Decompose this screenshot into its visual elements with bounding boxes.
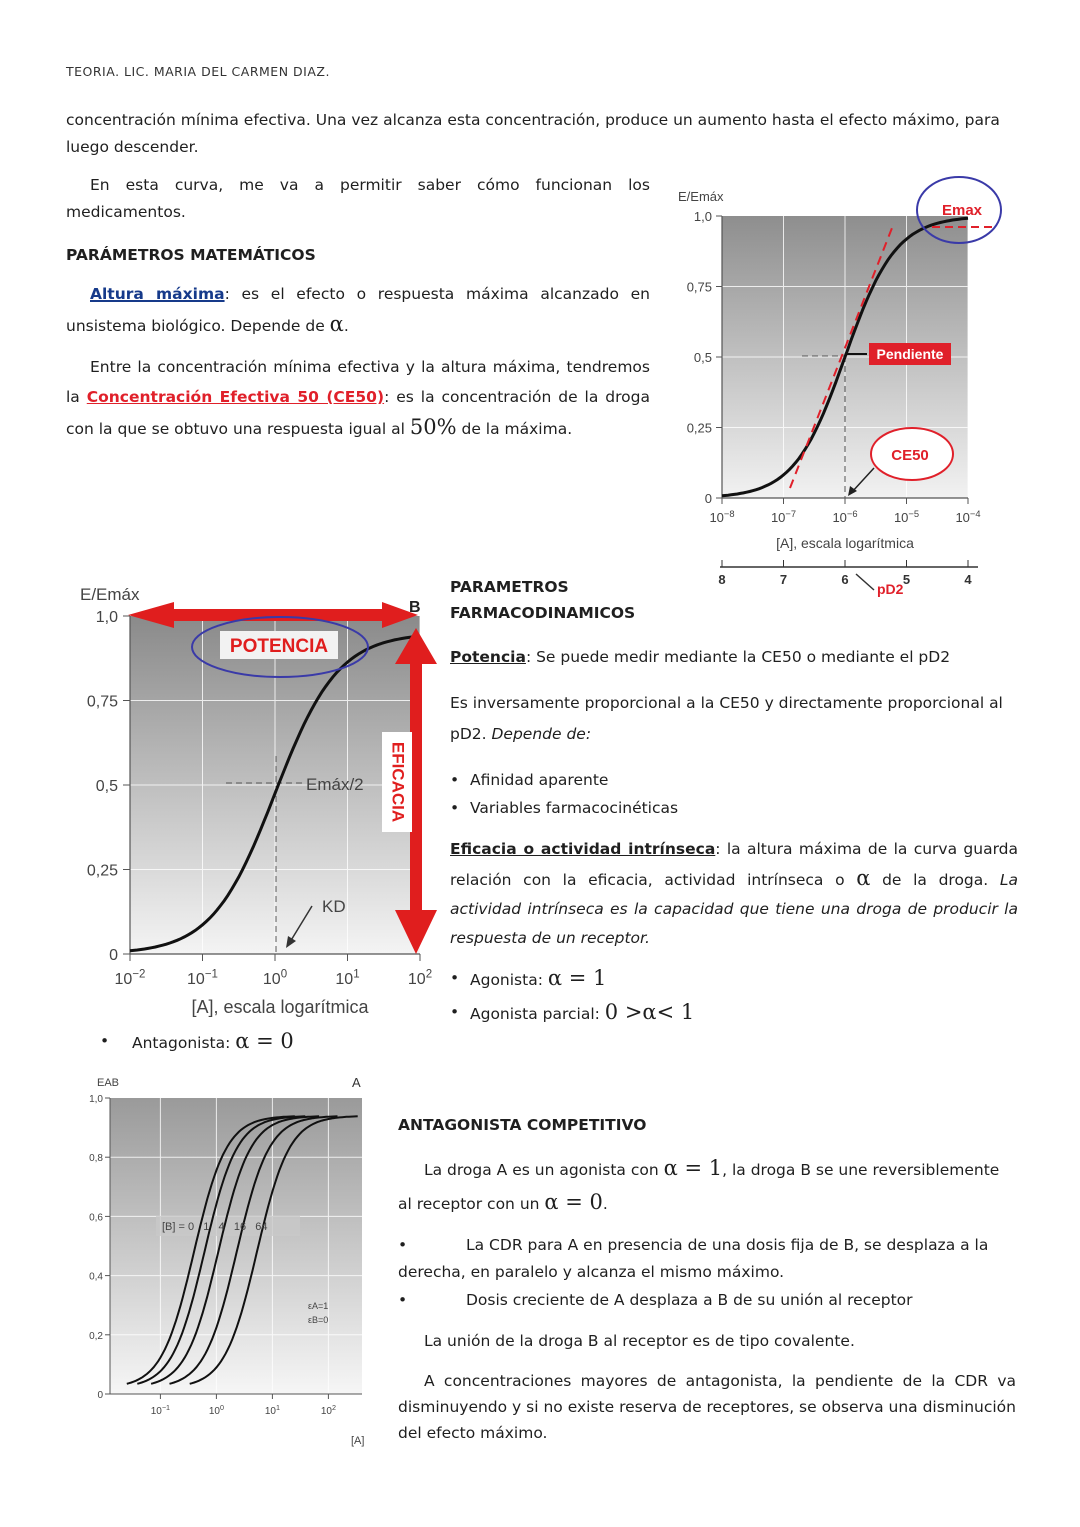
potencia-term: Potencia [450, 648, 526, 666]
altura-term: Altura máxima [90, 285, 225, 303]
x-tick-label: $10^0$ [262, 968, 288, 988]
inverse-paragraph [450, 688, 1020, 750]
alpha-symbol: α [856, 866, 871, 890]
alpha-symbol: α [329, 312, 344, 336]
depende-list [450, 766, 678, 822]
eficacia-paragraph [450, 835, 1018, 953]
potencia-paragraph [450, 642, 1020, 672]
page-header: TEORIA. LIC. MARIA DEL CARMEN DIAZ. [66, 64, 330, 79]
x-tick-label: $10^{-4}$ [955, 508, 981, 525]
y-tick-label: 0,5 [95, 778, 118, 795]
pd-heading [450, 574, 635, 626]
depende-text: Depende de: [491, 725, 592, 743]
antagonist-bullet-1: • La CDR para A en presencia de una dosis fija de B, se desplaza a la derecha, en paralelo y alcanza el mismo máximo. [398, 1236, 989, 1281]
y-tick-label: 0,4 [89, 1271, 103, 1283]
curve-paragraph: En esta curva, me va a permitir saber cómo funcionan los medicamentos. [66, 176, 650, 221]
y-tick-label: 0,75 [686, 279, 712, 295]
eficacia-italic: La actividad intrínseca es la capacidad que tiene una droga de producir la respuesta de un receptor. [450, 871, 1019, 947]
b-label: B [409, 599, 421, 616]
kd-label: KD [322, 897, 346, 916]
alpha-eq-0: α = 0 [544, 1190, 603, 1214]
x-tick-label: $10^2$ [320, 1403, 336, 1417]
list-item: • Agonista parcial: 0 >α< 1 [450, 996, 694, 1030]
math-params-heading: PARÁMETROS MATEMÁTICOS [66, 246, 316, 264]
series-label: [B] = 0 1 4 16 64 [162, 1221, 268, 1233]
ce50-paragraph [66, 352, 650, 444]
list-item: • Agonista: α = 1 [450, 962, 694, 996]
pendiente-label: Pendiente [876, 346, 944, 362]
y-tick-label: 1,0 [693, 209, 712, 224]
chart-ce50 [662, 170, 1042, 610]
x-axis-label: [A], escala logarítmica [776, 535, 914, 551]
antagonist-p1: La droga A es un agonista con α = 1, la droga B se une reversiblemente al receptor con un α = 0. [398, 1156, 1000, 1214]
list-item: • Variables farmacocinéticas [450, 794, 678, 822]
ce50-term: Concentración Efectiva 50 (CE50) [86, 388, 385, 406]
eficacia-term: Eficacia o actividad intrínseca [450, 840, 716, 858]
y-tick-label: 0,25 [686, 420, 712, 436]
intro-paragraph: concentración mínima efectiva. Una vez alcanza esta concentración, produce un aumento hasta el efecto máximo, para luego descender. [66, 111, 1000, 156]
x-tick-label: $10^1$ [335, 968, 360, 988]
eficacia-label: EFICACIA [388, 741, 408, 823]
list-item: • Antagonista: α = 0 [100, 1026, 294, 1058]
alpha-list [450, 962, 694, 1030]
antagonist-bullet-2: • Dosis creciente de A desplaza a B de su unión al receptor [398, 1291, 913, 1309]
x-tick-label: $10^{-2}$ [114, 968, 146, 988]
ce50-pre: Entre la concentración mínima efectiva y la altura máxima, tendremos la [66, 358, 650, 406]
chart-antagonist [66, 1068, 376, 1458]
antagonist-p3: A concentraciones mayores de antagonista, la pendiente de la CDR va disminuyendo y si no existe reserva de receptores, se observa una disminución del efecto máximo. [398, 1372, 1016, 1442]
plot-area [110, 1098, 362, 1394]
note-ea: εA=1 [308, 1301, 329, 1311]
y-tick-label: 0,8 [89, 1153, 103, 1165]
ce50-mid: : es la concentración de la droga con la que se obtuvo una respuesta igual al [66, 388, 650, 438]
x-tick-label: $10^{-8}$ [709, 508, 735, 525]
antagonist-heading: ANTAGONISTA COMPETITIVO [398, 1116, 647, 1134]
x-tick-label: $10^0$ [208, 1403, 224, 1417]
pd-heading-line2: FARMACODINAMICOS [450, 604, 636, 622]
pd2-tick-label: 6 [841, 572, 849, 587]
y-tick-label: 0,2 [89, 1330, 103, 1342]
y-tick-label: 0 [109, 947, 118, 964]
y-tick-label: 0,5 [693, 350, 712, 365]
x-tick-label: $10^{-1}$ [187, 968, 218, 988]
x-tick-label: $10^{-6}$ [832, 508, 858, 525]
pd2-tick-label: 8 [718, 572, 726, 587]
x-tick-label: $10^1$ [264, 1403, 280, 1417]
pd2-tick-label: 5 [902, 572, 911, 587]
list-item: • Afinidad aparente [450, 766, 678, 794]
antagonista-list [100, 1026, 294, 1058]
chart-potencia-eficacia [66, 576, 446, 1026]
pd2-label: pD2 [877, 581, 904, 597]
corner-label: A [352, 1075, 361, 1090]
inverse-text: Es inversamente proporcional a la CE50 y directamente proporcional al pD2. [450, 694, 1003, 743]
y-tick-label: 0,25 [86, 862, 118, 880]
y-tick-label: 0 [97, 1390, 103, 1401]
y-axis-label: E/Emáx [678, 189, 724, 204]
potencia-text: : Se puede medir mediante la CE50 o mediante el pD2 [525, 648, 951, 666]
emax-half-label: Emáx/2 [306, 775, 364, 794]
ce50-post: de la máxima. [456, 420, 573, 438]
y-axis-label: EAB [97, 1077, 120, 1089]
y-axis-label: E/Emáx [80, 585, 140, 604]
y-tick-label: 1,0 [95, 609, 118, 626]
y-tick-label: 0,6 [89, 1212, 103, 1224]
eficacia-text: : la altura máxima de la curva guarda relación con la eficacia, actividad intrínseca o [450, 840, 1019, 889]
emax-label: Emax [941, 202, 983, 219]
x-axis-label: [A], escala logarítmica [191, 997, 369, 1017]
x-tick-label: $10^2$ [407, 968, 433, 988]
altura-paragraph: Altura máxima: es el efecto o respuesta máxima alcanzado en unsistema biológico. Depende de α. [66, 285, 650, 336]
x-tick-label: $10^{-1}$ [150, 1403, 171, 1417]
ce50-chart-label: CE50 [891, 447, 929, 464]
note-eb: εB=0 [308, 1315, 329, 1325]
y-tick-label: 0 [704, 491, 712, 506]
y-tick-label: 1,0 [89, 1094, 103, 1105]
alpha-eq-1: α = 1 [663, 1156, 723, 1180]
antagonist-p2: La unión de la droga B al receptor es de tipo covalente. [424, 1332, 855, 1350]
pd-heading-line1: PARAMETROS [450, 578, 569, 596]
y-tick-label: 0,75 [86, 693, 118, 711]
pd2-tick-label: 7 [779, 572, 788, 587]
altura-text: : es el efecto o respuesta máxima alcanzado en unsistema biológico. Depende de [66, 285, 650, 335]
ce50-pct: 50% [409, 415, 457, 439]
x-axis-label: [A] [351, 1435, 365, 1447]
potencia-label: POTENCIA [229, 636, 329, 657]
eficacia-text2: de la droga. [870, 871, 1000, 889]
pd2-tick-label: 4 [964, 572, 972, 587]
x-tick-label: $10^{-5}$ [893, 508, 920, 525]
x-tick-label: $10^{-7}$ [770, 508, 797, 525]
